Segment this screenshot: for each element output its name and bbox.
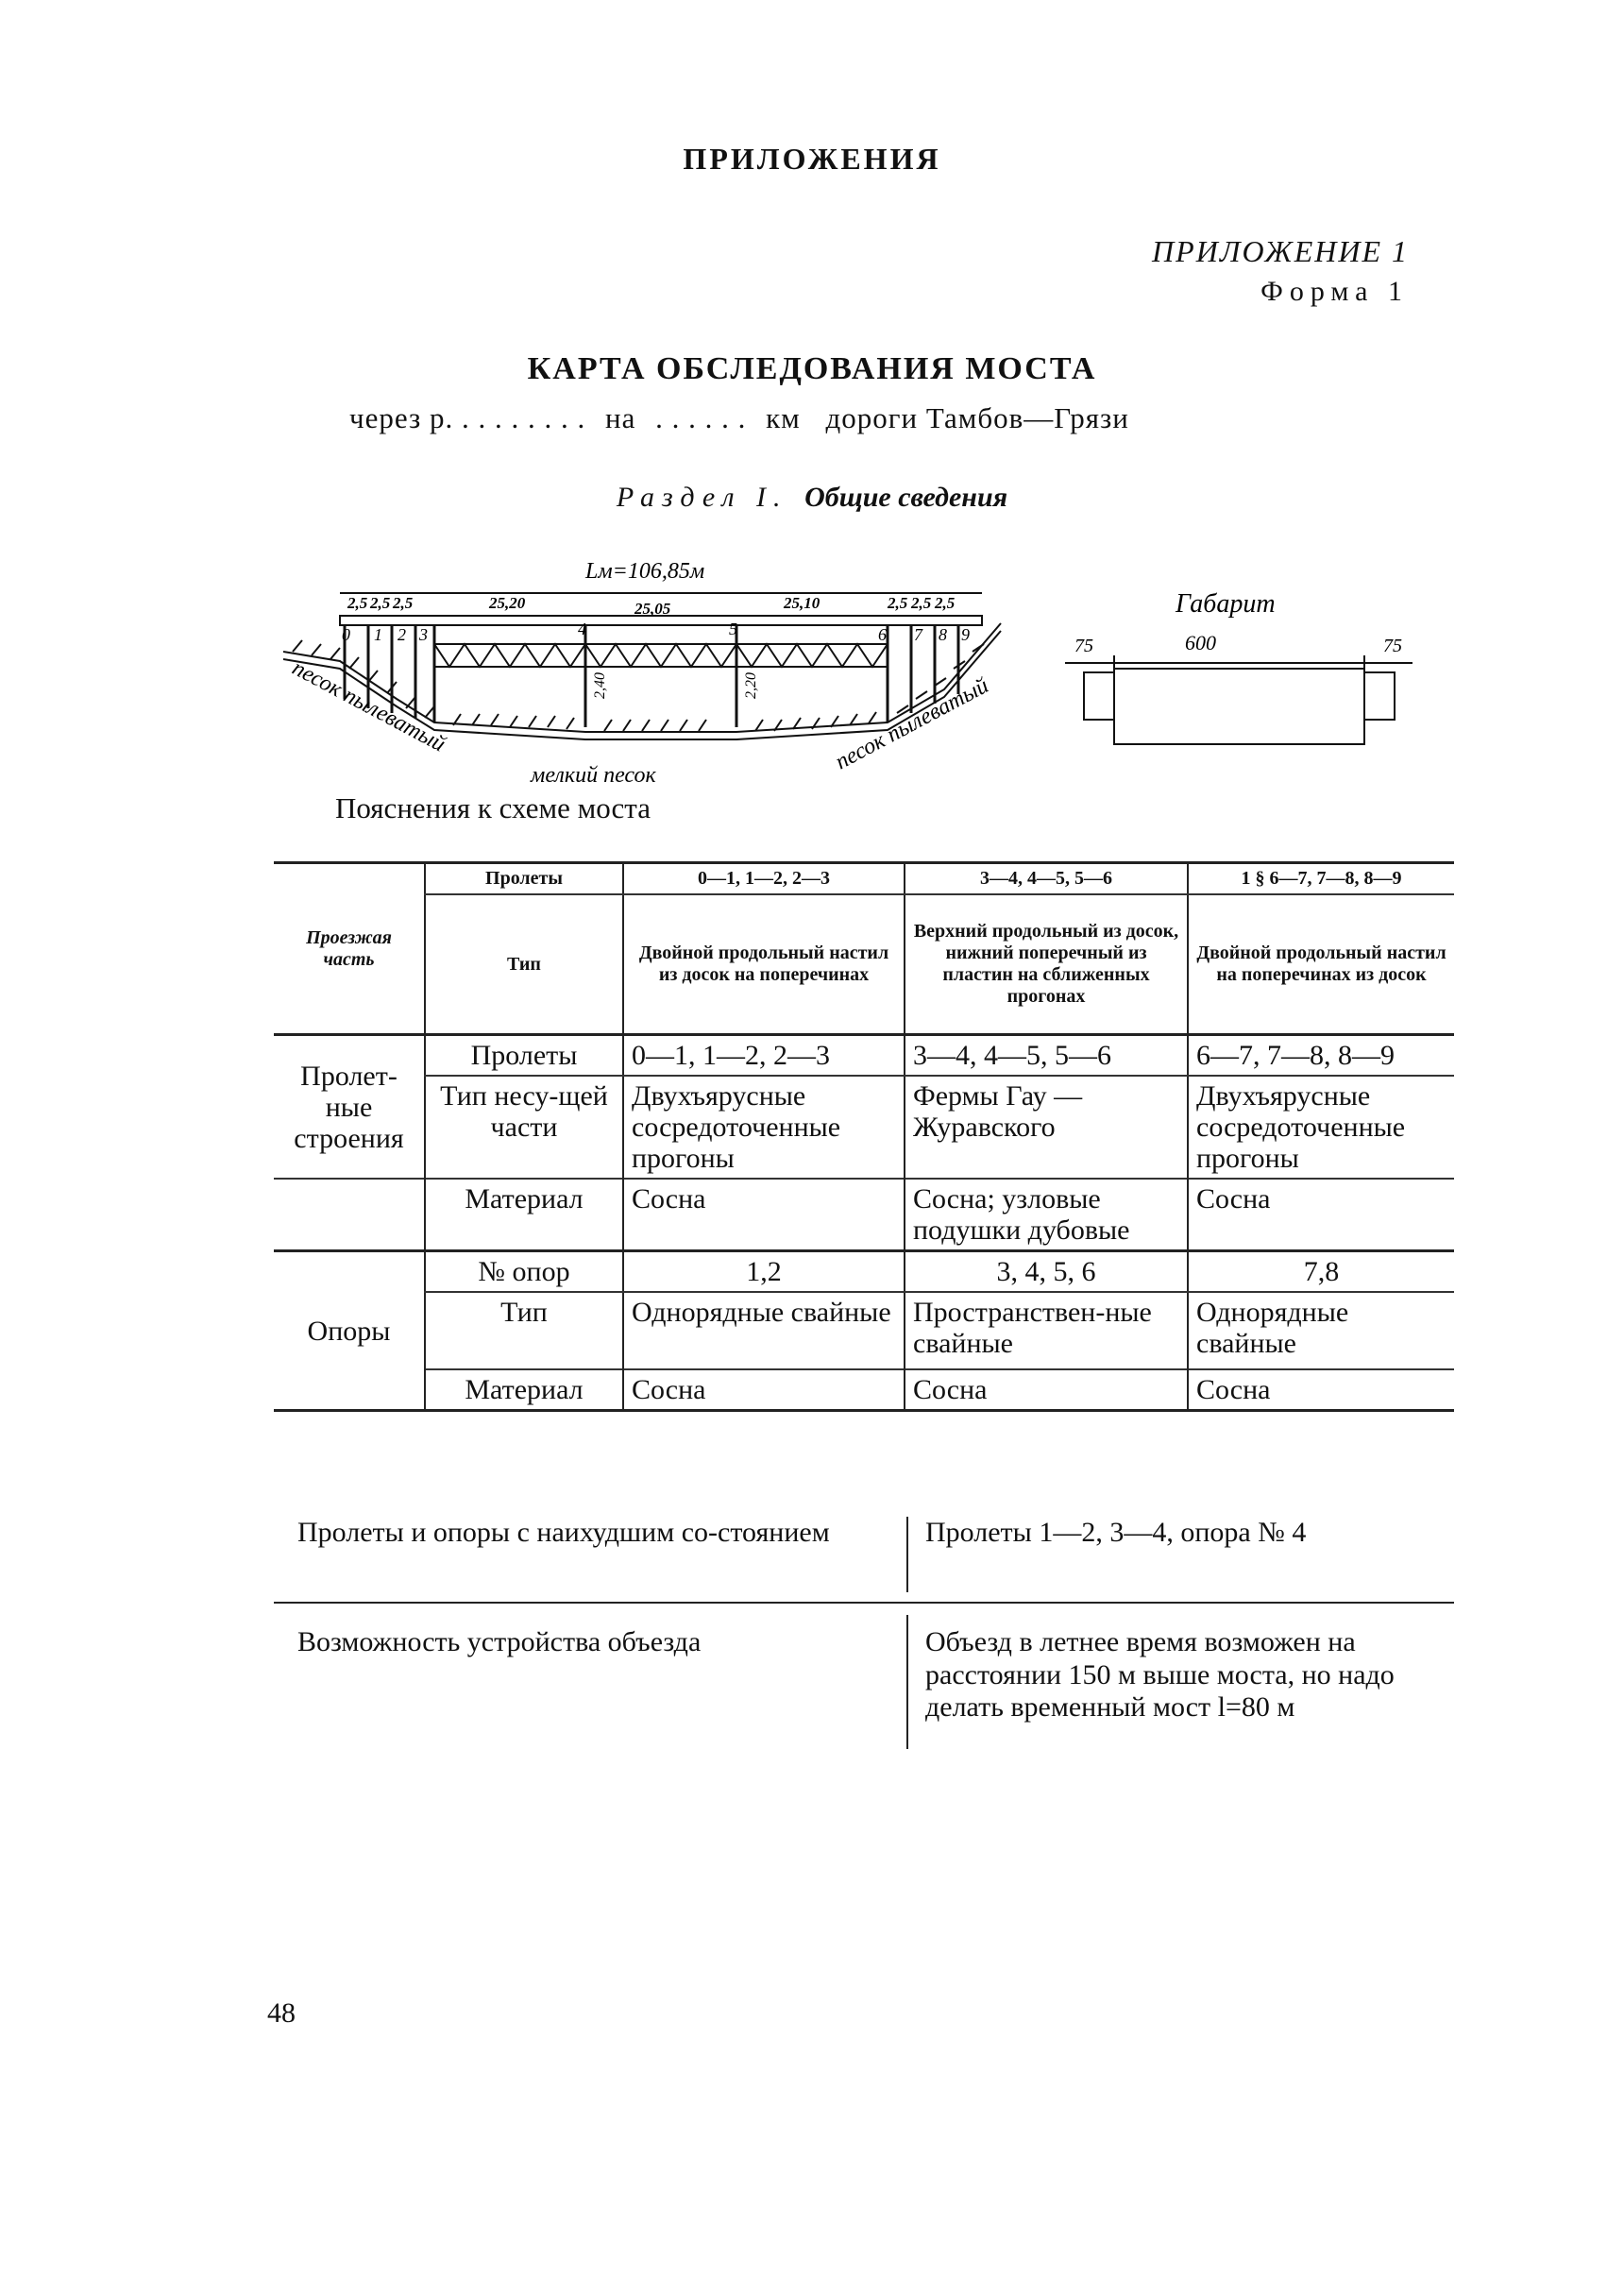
span-dim: 25,20	[489, 594, 526, 612]
soil-label-right: песок пылеватый	[831, 673, 993, 775]
support-number: 3	[419, 625, 428, 644]
deck-type-2: Верхний продольный из досок, нижний поперечный из пластин на сближенных прогонах	[905, 894, 1188, 1035]
supports-material-1: Сосна	[623, 1369, 905, 1411]
route-line	[349, 401, 1129, 435]
page-number: 48	[267, 1997, 296, 2029]
deck-type-1: Двойной продольный настил из досок на поперечинах	[623, 894, 905, 1035]
gabarit-value: 600	[1185, 631, 1216, 654]
route-on: на	[604, 401, 636, 434]
super-spans-2: 3—4, 4—5, 5—6	[905, 1035, 1188, 1077]
group-supports: Опоры	[307, 1315, 391, 1347]
route-km: км	[766, 401, 801, 434]
page-header-title: ПРИЛОЖЕНИЯ	[683, 142, 941, 176]
super-spans-1: 0—1, 1—2, 2—3	[623, 1035, 905, 1077]
span-dim: 2,5	[370, 594, 391, 612]
support-number: 7	[914, 625, 922, 644]
gabarit-value: 75	[1074, 636, 1093, 656]
section-label: Раздел I.	[616, 482, 788, 513]
super-type-3: Двухъярусные сосредоточенные прогоны	[1188, 1076, 1454, 1179]
diagram-explanation: Пояснения к схеме моста	[335, 791, 651, 824]
gabarit-label: Габарит	[1176, 589, 1276, 619]
deck-type-3: Двойной продольный настил на поперечинах из досок	[1188, 894, 1454, 1035]
supports-number-2: 3, 4, 5, 6	[905, 1251, 1188, 1293]
route-dots-1: . . . . . . . .	[461, 401, 586, 434]
supports-number-1: 1,2	[623, 1251, 905, 1293]
appendix-label: ПРИЛОЖЕНИЕ 1	[1152, 234, 1409, 268]
support-number: 9	[961, 625, 970, 644]
route-dots-2: . . . . . .	[655, 401, 747, 434]
detour-value: Объезд в летнее время возможен на расстоянии 150 м выше моста, но надо делать временный мост l=80 м	[906, 1615, 1463, 1749]
group-superstructure: Пролет-ные строения	[294, 1060, 404, 1154]
supports-type-3: Однорядные свайные	[1188, 1292, 1454, 1369]
supports-material-2: Сосна	[905, 1369, 1188, 1411]
supports-number-3: 7,8	[1188, 1251, 1454, 1293]
span-dim: 2,5	[888, 594, 908, 612]
gabarit-value: 75	[1383, 636, 1402, 656]
support-number: 2	[398, 625, 406, 644]
form-label: Форма 1	[1260, 276, 1409, 307]
detour-row	[274, 1615, 1454, 1738]
supports-type-1: Однорядные свайные	[623, 1292, 905, 1369]
span-dim: 2,5	[347, 594, 368, 612]
support-number: 4	[578, 620, 586, 638]
super-type-1: Двухъярусные сосредоточенные прогоны	[623, 1076, 905, 1179]
route-prefix: через р.	[349, 401, 454, 434]
bridge-diagram	[283, 557, 1473, 784]
span-dim: 2,5	[393, 594, 414, 612]
route-road: дороги Тамбов—Грязи	[825, 401, 1129, 434]
soil-label-left: песок пылеватый	[288, 655, 449, 757]
support-number: 5	[729, 620, 737, 638]
survey-table	[274, 861, 1454, 1412]
super-spans-3: 6—7, 7—8, 8—9	[1188, 1035, 1454, 1077]
super-material-1: Сосна	[623, 1179, 905, 1251]
height-dim: 2,20	[743, 672, 759, 699]
worst-condition-value: Пролеты 1—2, 3—4, опора № 4	[906, 1517, 1463, 1592]
detour-label: Возможность устройства объезда	[297, 1626, 702, 1657]
supports-material-label: Материал	[425, 1369, 623, 1411]
document-title: КАРТА ОБСЛЕДОВАНИЯ МОСТА	[527, 351, 1097, 386]
super-spans-label: Пролеты	[425, 1035, 623, 1077]
soil-label-middle: мелкий песок	[531, 763, 656, 784]
deck-spans-label: Пролеты	[425, 863, 623, 895]
support-number: 6	[878, 625, 887, 644]
support-number: 0	[342, 625, 350, 644]
deck-spans-3: 1 § 6—7, 7—8, 8—9	[1188, 863, 1454, 895]
span-dim: 25,10	[784, 594, 820, 612]
super-type-label: Тип несу-щей части	[425, 1076, 623, 1179]
height-dim: 2,40	[592, 672, 608, 699]
worst-condition-label: Пролеты и опоры с наихудшим со-стоянием	[297, 1517, 830, 1548]
group-deck: Проезжая часть	[306, 926, 392, 970]
total-length-label: Lм=106,85м	[585, 559, 705, 584]
section-heading	[0, 482, 1624, 514]
supports-material-3: Сосна	[1188, 1369, 1454, 1411]
worst-condition-row	[274, 1517, 1454, 1604]
deck-spans-2: 3—4, 4—5, 5—6	[905, 863, 1188, 895]
span-dim: 2,5	[935, 594, 956, 612]
span-dim: 2,5	[911, 594, 932, 612]
supports-number-label: № опор	[425, 1251, 623, 1293]
super-material-label: Материал	[425, 1179, 623, 1251]
super-material-2: Сосна; узловые подушки дубовые	[905, 1179, 1188, 1251]
deck-spans-1: 0—1, 1—2, 2—3	[623, 863, 905, 895]
super-type-2: Фермы Гау — Журавского	[905, 1076, 1188, 1179]
super-material-3: Сосна	[1188, 1179, 1454, 1251]
section-title: Общие сведения	[804, 482, 1008, 513]
supports-type-2: Пространствен-ные свайные	[905, 1292, 1188, 1369]
span-dim: 25,05	[634, 600, 671, 618]
support-number: 8	[939, 625, 947, 644]
deck-type-label: Тип	[425, 894, 623, 1035]
support-number: 1	[374, 625, 382, 644]
supports-type-label: Тип	[425, 1292, 623, 1369]
